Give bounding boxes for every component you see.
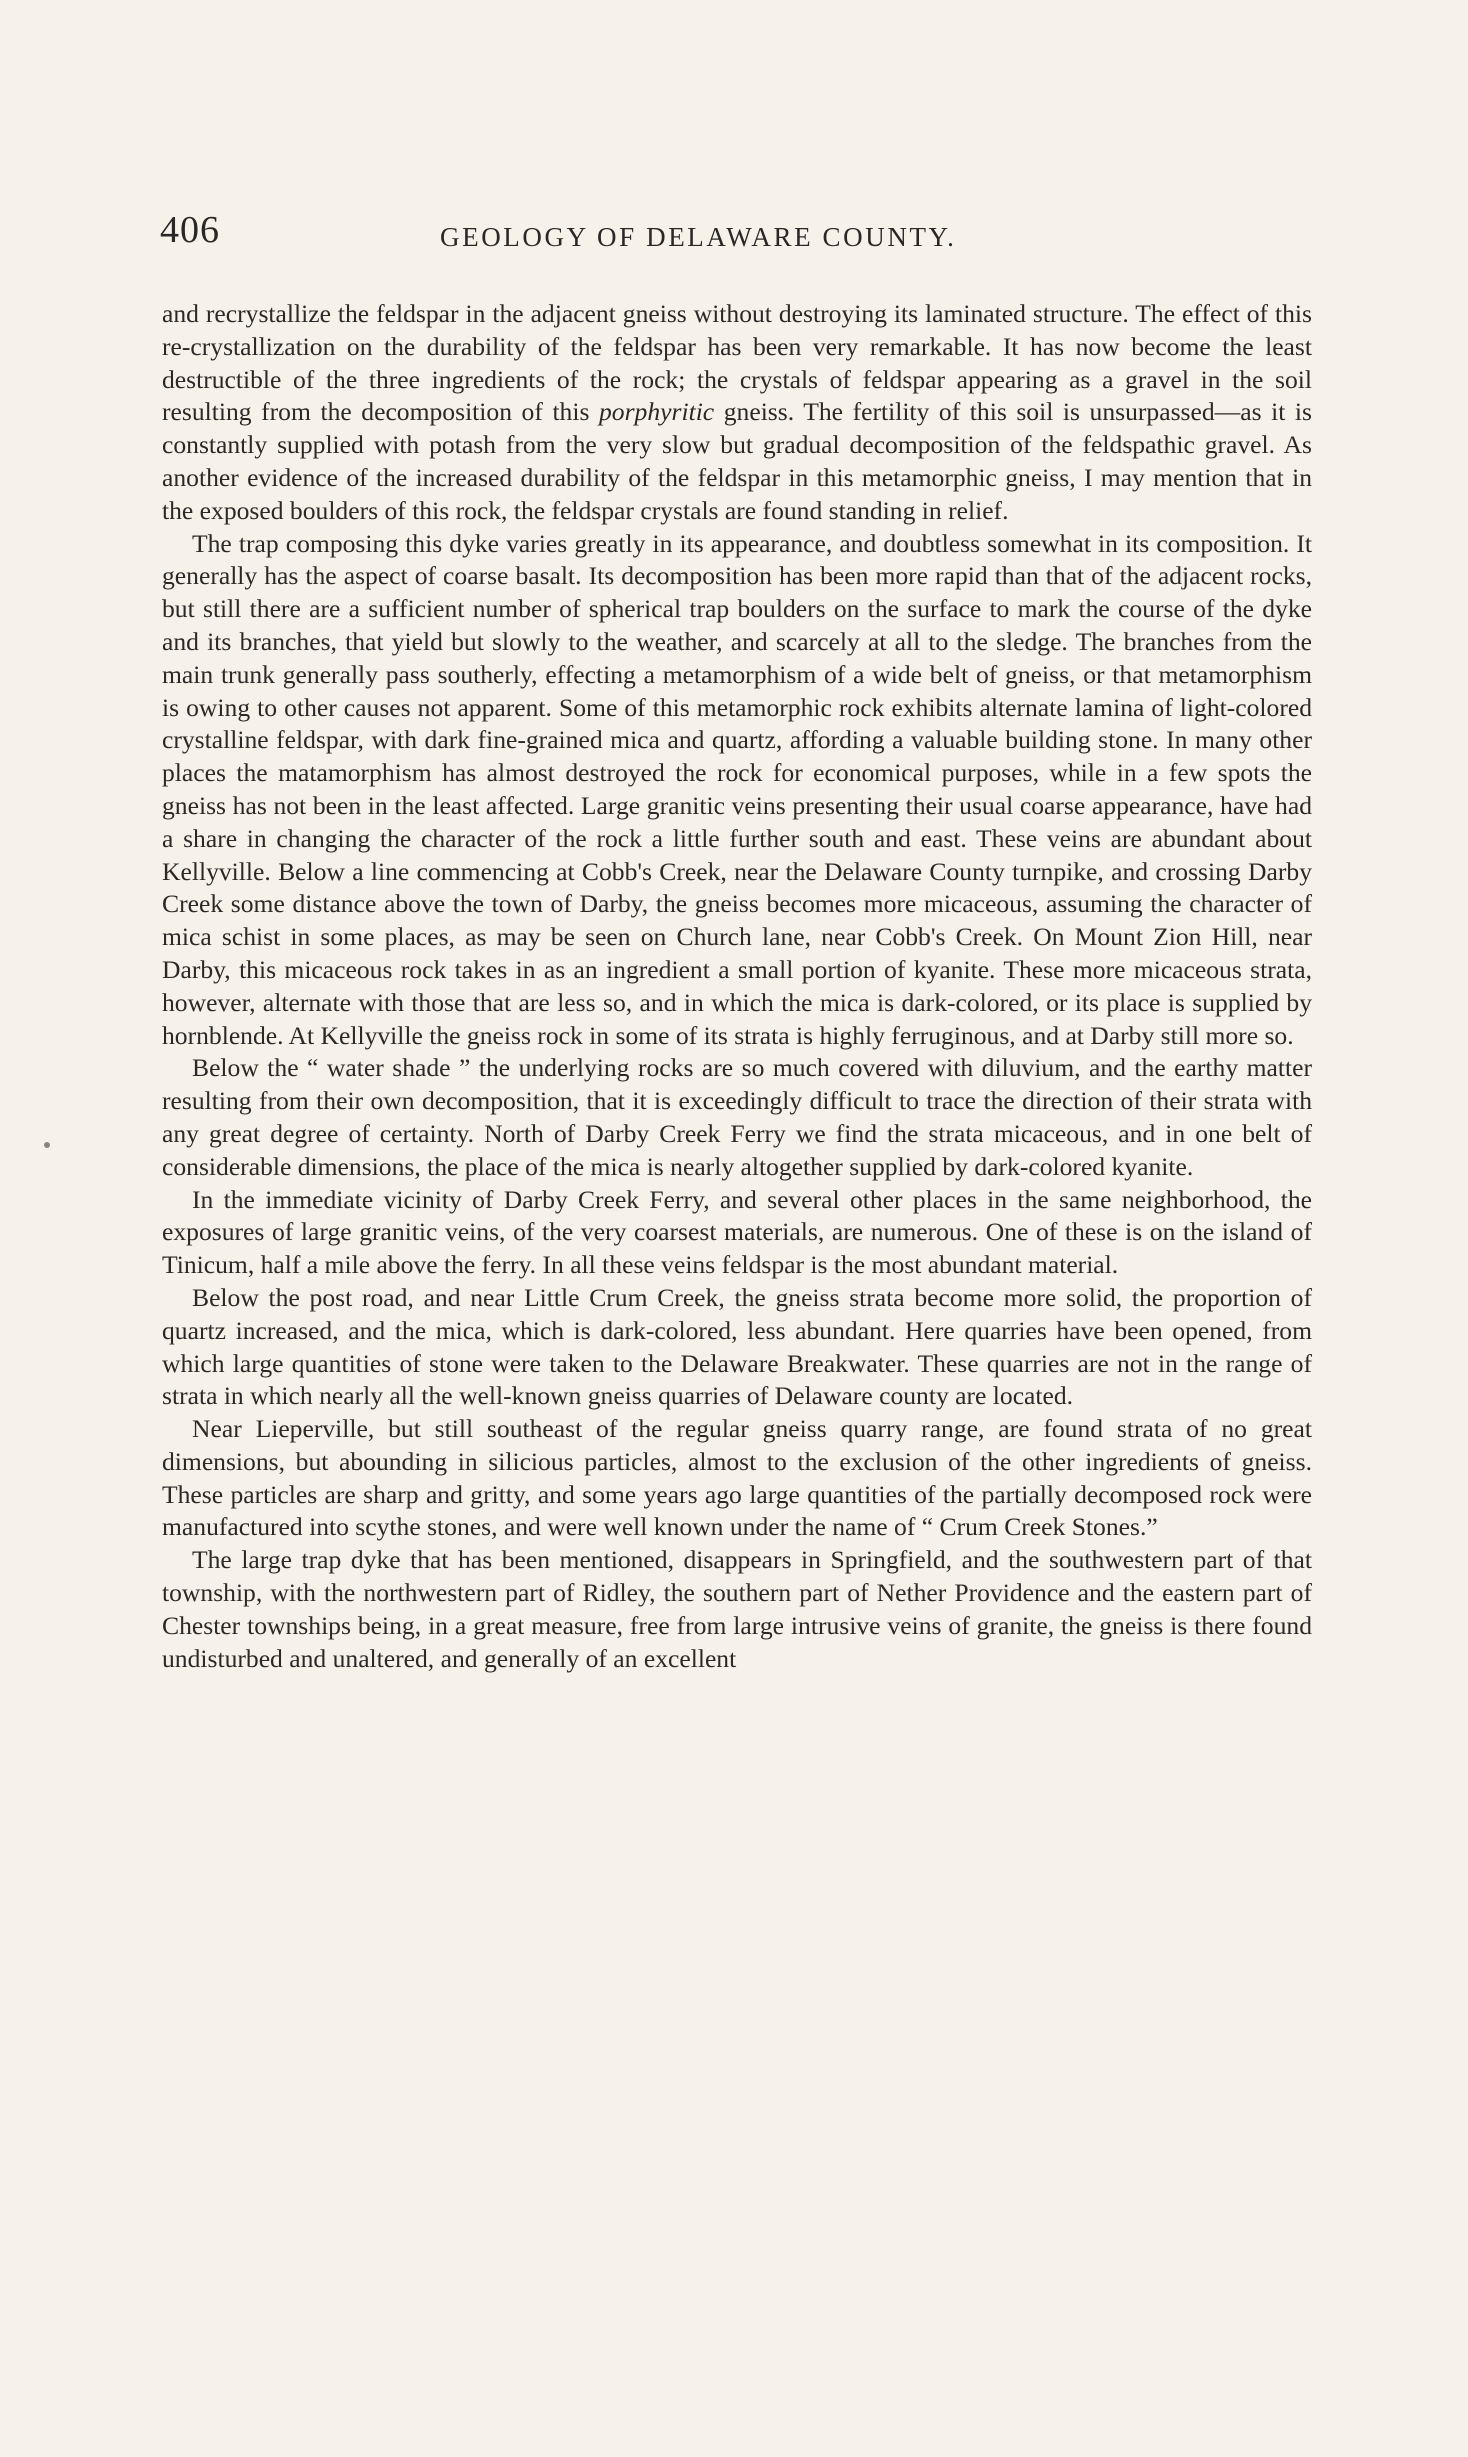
margin-mark	[44, 1142, 50, 1148]
emphasized-word: porphyritic	[599, 397, 715, 427]
paragraph-text: gneiss. The fertility of this soil is unsurpassed—as it is constantly supplied with potash from the very slow but gradual decomposition of the feldspathic gravel. As another evidence of the increased durability of the feldspar in this metamorphic gneiss, I may mention that in the exposed boulders of this rock, the feldspar crystals are found standing in relief.	[162, 397, 1312, 525]
running-head	[160, 208, 1330, 268]
paragraph-text: and recrystallize the feldspar in the adjacent gneiss without destroying its laminated structure. The effect of this re-crystallization on the durability of the feldspar has been very remarkable. It has now become the least destructible of the three ingredients of the rock; the crystals of feldspar appearing as a gravel in the soil resulting from the decomposition of this	[162, 299, 1312, 427]
page-number: 406	[160, 209, 220, 251]
paragraph	[162, 298, 1312, 528]
paragraph: Below the “ water shade ” the underlying rocks are so much covered with diluvium, and the earthy matter resulting from their own decomposition, that it is exceedingly difficult to trace the direction of their strata with any great degree of certainty. North of Darby Creek Ferry we find the strata micaceous, and in one belt of considerable dimensions, the place of the mica is nearly altogether supplied by dark-colored kyanite.	[162, 1053, 1312, 1181]
body-text	[162, 298, 1312, 1675]
paragraph: In the immediate vicinity of Darby Creek Ferry, and several other places in the same neighborhood, the exposures of large granitic veins, of the very coarsest materials, are numerous. One of these is on the island of Tinicum, half a mile above the ferry. In all these veins feldspar is the most abundant material.	[162, 1184, 1312, 1280]
paragraph: Near Lieperville, but still southeast of the regular gneiss quarry range, are found strata of no great dimensions, but abounding in silicious particles, almost to the exclusion of the other ingredients of gneiss. These particles are sharp and gritty, and some years ago large quantities of the partially decomposed rock were manufactured into scythe stones, and were well known under the name of “ Crum Creek Stones.”	[162, 1414, 1312, 1542]
paragraph: Below the post road, and near Little Crum Creek, the gneiss strata become more solid, the proportion of quartz increased, and the mica, which is dark-colored, less abundant. Here quarries have been opened, from which large quantities of stone were taken to the Delaware Breakwater. These quarries are not in the range of strata in which nearly all the well-known gneiss quarries of Delaware county are located.	[162, 1282, 1312, 1411]
paragraph: The large trap dyke that has been mentioned, disappears in Springfield, and the southwestern part of that township, with the northwestern part of Ridley, the southern part of Nether Providence and the eastern part of Chester townships being, in a great measure, free from large intrusive veins of granite, the gneiss is there found undisturbed and unaltered, and generally of an excellent	[162, 1545, 1312, 1673]
paragraph: The trap composing this dyke varies greatly in its appearance, and doubtless somewhat in its composition. It generally has the aspect of coarse basalt. Its decomposition has been more rapid than that of the adjacent rocks, but still there are a sufficient number of spherical trap boulders on the surface to mark the course of the dyke and its branches, that yield but slowly to the weather, and scarcely at all to the sledge. The branches from the main trunk generally pass southerly, effecting a metamorphism of a wide belt of gneiss, or that metamorphism is owing to other causes not apparent. Some of this metamorphic rock exhibits alternate lamina of light-colored crystalline feldspar, with dark fine-grained mica and quartz, affording a valuable building stone. In many other places the matamorphism has almost destroyed the rock for economical purposes, while in a few spots the gneiss has not been in the least affected. Large granitic veins presenting their usual coarse appearance, have had a share in changing the character of the rock a little further south and east. These veins are abundant about Kellyville. Below a line commencing at Cobb's Creek, near the Delaware County turnpike, and crossing Darby Creek some distance above the town of Darby, the gneiss becomes more micaceous, assuming the character of mica schist in some places, as may be seen on Church lane, near Cobb's Creek. On Mount Zion Hill, near Darby, this micaceous rock takes in as an ingredient a small portion of kyanite. These more micaceous strata, however, alternate with those that are less so, and in which the mica is dark-colored, or its place is supplied by hornblende. At Kellyville the gneiss rock in some of its strata is highly ferruginous, and at Darby still more so.	[162, 528, 1312, 1050]
page-title: GEOLOGY OF DELAWARE COUNTY.	[440, 222, 957, 252]
